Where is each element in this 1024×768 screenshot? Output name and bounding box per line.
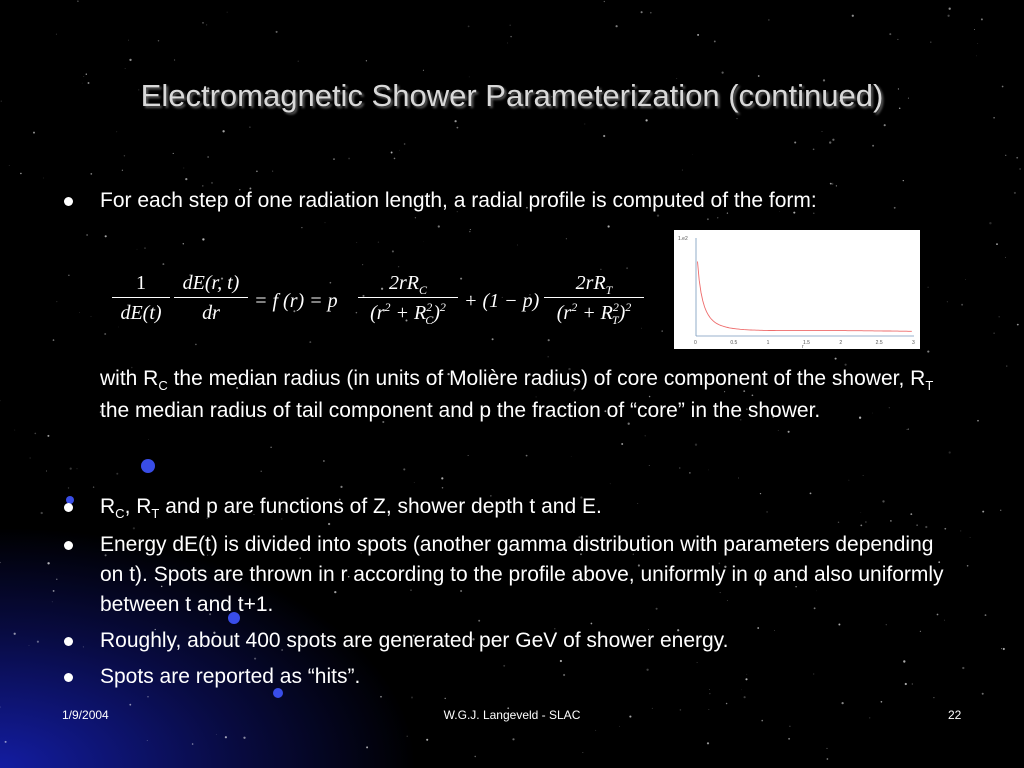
footer-author: W.G.J. Langeveld - SLAC [443, 708, 581, 722]
text-segment: with R [100, 367, 159, 390]
x-tick-label: 1.5 [803, 340, 810, 346]
x-axis-label: r [802, 344, 804, 349]
profile-curve [698, 262, 912, 332]
text-segment: , R [124, 495, 152, 518]
bullet-dot [64, 541, 73, 550]
bullet-text: Spots are reported as “hits”. [100, 665, 361, 688]
bullet-dot [64, 637, 73, 646]
footer-date: 1/9/2004 [62, 708, 109, 722]
x-tick-label: 1 [766, 340, 770, 346]
subscript: T [925, 378, 934, 393]
footer-page-number: 22 [948, 708, 962, 722]
text-segment: R [100, 495, 116, 518]
fraction-core-term [358, 272, 458, 325]
y-tick-label: 1.e2 [678, 236, 688, 242]
fraction-numerator: 1 [136, 272, 146, 294]
slide-title: Electromagnetic Shower Parameterization (continued) [140, 78, 884, 113]
fraction-numerator: $2rR_C$ [388, 272, 427, 297]
subscript: C [158, 378, 168, 393]
radial-profile-plot [674, 230, 920, 349]
fraction-denominator: $(r^2 + R^2_C)^2$ [370, 300, 446, 327]
radial-profile-formula [112, 262, 662, 352]
bullet-dot [64, 503, 73, 512]
bullet-dot [64, 673, 73, 682]
bullet-item-energy-spots [62, 530, 952, 620]
fraction-denominator: dE(t) [120, 302, 162, 324]
bullet-dot [64, 197, 73, 206]
bullet-item-hits [62, 662, 952, 692]
x-tick-label: 2.5 [875, 340, 883, 346]
bullet-item-functions [62, 492, 952, 524]
x-tick-label: 0 [694, 340, 697, 346]
formula-plus-one-minus-p: + (1 − p) [464, 290, 540, 312]
formula-equals-fr-p: = f (r) = p [254, 290, 338, 312]
x-tick-label: 3 [912, 340, 915, 346]
fraction-numerator: $2rR_T$ [575, 272, 613, 297]
fraction-numerator: dE(r, t) [182, 272, 240, 294]
fraction-tail-term [544, 272, 644, 325]
x-tick-labels [694, 340, 915, 346]
text-segment: the median radius of tail component and p the fraction of “core” in the shower. [100, 399, 821, 422]
subscript: C [115, 506, 125, 521]
x-tick-label: 2 [839, 340, 843, 346]
fraction-de-dr [174, 272, 248, 325]
text-segment: and p are functions of Z, shower depth t and E. [159, 495, 602, 518]
bullet-item-spots-per-gev [62, 626, 952, 656]
x-tick-label: 0.5 [730, 340, 738, 346]
fraction-denominator: $(r^2 + R^2_T)^2$ [556, 300, 632, 327]
bullet-text: Energy dE(t) is divided into spots (another gamma distribution with parameters depending on t). Spots are thrown in r according to the profile above, uniformly in φ and also uniformly between t and t+1. [100, 533, 944, 616]
subscript: T [151, 506, 160, 521]
plot-canvas [674, 230, 920, 349]
bullet-text: Roughly, about 400 spots are generated per GeV of shower energy. [100, 629, 729, 652]
fraction-denominator: dr [202, 302, 220, 324]
text-segment: the median radius (in units of Molière radius) of core component of the shower, R [167, 367, 926, 390]
bullet-text: For each step of one radiation length, a radial profile is computed of the form: [100, 189, 817, 212]
bullet-continuation [100, 364, 960, 426]
fraction-one-over-de [112, 272, 170, 325]
